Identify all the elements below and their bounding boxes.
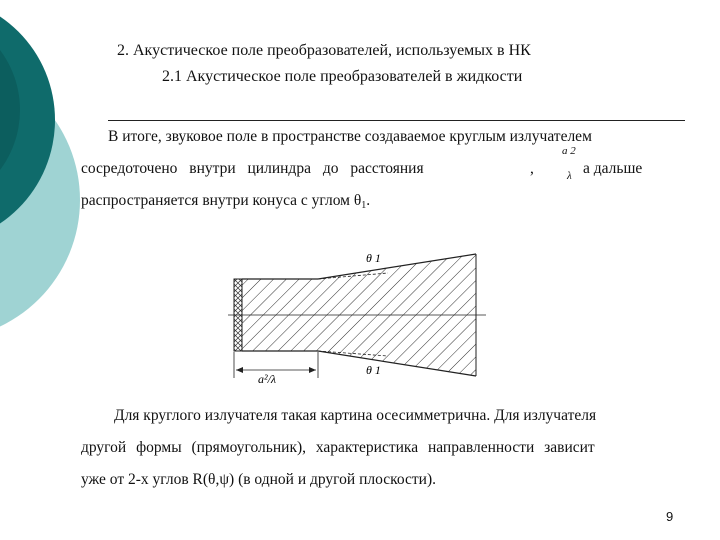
para1-line3-end: . <box>366 192 371 209</box>
para1-comma: , <box>530 160 534 177</box>
dim-arrow-left <box>236 367 243 373</box>
para1-line3 <box>81 192 370 211</box>
slide-subheading: 2.1 Акустическое поле преобразователей в жидкости <box>162 68 523 85</box>
theta-label-top: θ 1 <box>366 251 381 265</box>
acoustic-field-diagram <box>228 248 490 388</box>
dim-arrow-right <box>309 367 316 373</box>
slide-heading: 2. Акустическое поле преобразователей, используемых в НК <box>117 42 531 59</box>
para1-line2: сосредоточено внутри цилиндра до расстояния <box>81 160 424 177</box>
para1-line3-text: распространяется внутри конуса с углом θ <box>81 192 362 209</box>
formula-denominator: λ <box>567 170 572 182</box>
para2-line1: Для круглого излучателя такая картина осесимметрична. Для излучателя <box>114 407 597 424</box>
theta-label-bottom: θ 1 <box>366 363 381 377</box>
heading-divider <box>108 120 685 121</box>
para1-line2-end: а дальше <box>583 160 643 177</box>
theta-subscript: 1 <box>361 200 367 211</box>
para2-line2: другой формы (прямоугольник), характеристика направленности зависит <box>81 439 595 456</box>
distance-label: a²/λ <box>258 372 277 386</box>
para1-line1: В итоге, звуковое поле в пространстве создаваемое круглым излучателем <box>108 128 592 145</box>
para2-line3: уже от 2-х углов R(θ,ψ) (в одной и другой плоскости). <box>81 471 436 488</box>
formula-numerator: a 2 <box>562 145 576 157</box>
page-number: 9 <box>666 509 674 524</box>
